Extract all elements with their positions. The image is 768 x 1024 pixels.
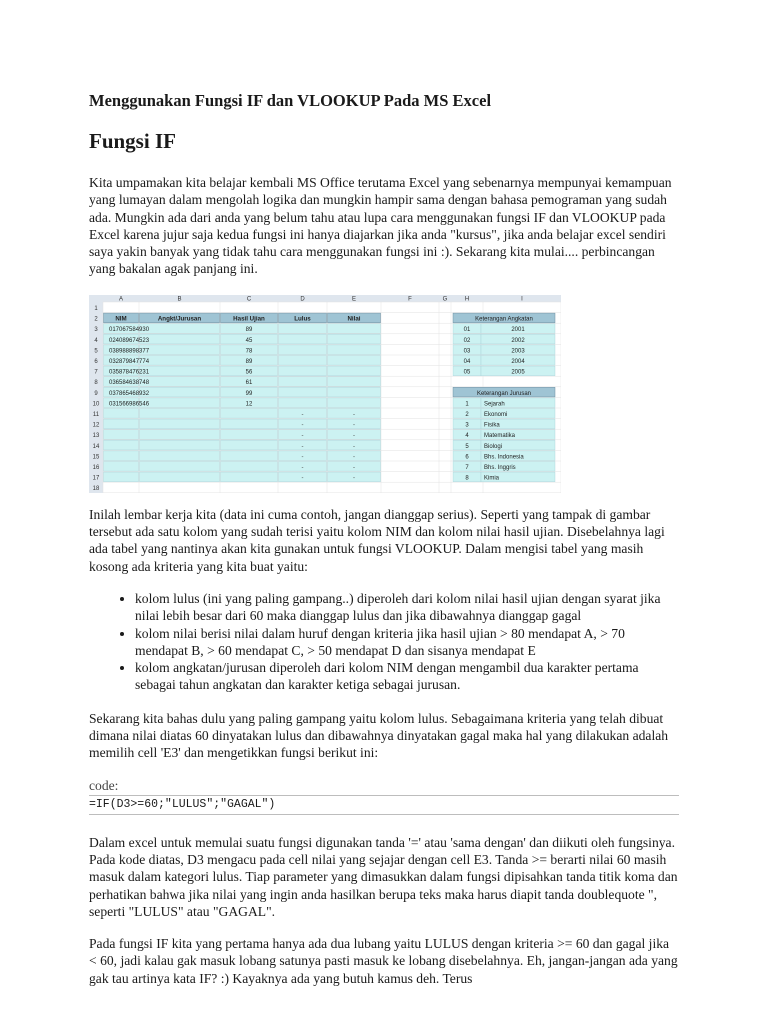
score-value: 99 xyxy=(245,390,253,397)
column-letter: D xyxy=(300,296,305,303)
table-cell xyxy=(140,345,220,355)
angkatan-code: 02 xyxy=(463,337,471,344)
table-cell xyxy=(221,419,278,429)
table-cell xyxy=(328,323,381,333)
column-letter: E xyxy=(351,296,357,303)
jurusan-code: 1 xyxy=(465,401,469,408)
table-cell xyxy=(140,429,220,439)
jurusan-name: Fisika xyxy=(484,422,500,429)
row-number: 2 xyxy=(94,316,98,323)
table-cell xyxy=(104,461,139,471)
table-cell xyxy=(279,398,327,408)
lulus-paragraph: Sekarang kita bahas dulu yang paling gampang yaitu kolom lulus. Sebagaimana kriteria yang telah dibuat dimana nilai diatas 60 dinyatakan lulus dan dibawahnya dinyatakan gagal maka hal yang dilakukan adalah memilih cell 'E3' dan mengetikkan fungsi berikut ini: xyxy=(89,710,669,761)
jurusan-code: 3 xyxy=(465,422,469,429)
row-number: 10 xyxy=(92,401,100,408)
table-cell xyxy=(140,366,220,376)
table-header-label: Nilai xyxy=(347,315,361,323)
table-cell xyxy=(104,408,139,418)
table-cell xyxy=(279,366,327,376)
nim-value: 037865468932 xyxy=(109,390,150,397)
list-item: • kolom angkatan/jurusan diperoleh dari kolom NIM dengan mengambil dua karakter pertama sebagai tahun angkatan dan karakter ketiga sebagai jurusan. xyxy=(135,659,679,694)
row-number: 4 xyxy=(94,337,98,344)
table-cell xyxy=(140,440,220,450)
row-number: 12 xyxy=(92,422,100,429)
score-value: 89 xyxy=(245,326,253,333)
angkatan-year: 2005 xyxy=(511,369,525,376)
jurusan-name: Biologi xyxy=(484,443,503,450)
table-cell xyxy=(328,376,381,386)
table-cell xyxy=(104,440,139,450)
row-number: 3 xyxy=(94,326,98,333)
empty-mark: - xyxy=(301,432,304,439)
table-cell xyxy=(328,387,381,397)
score-value: 56 xyxy=(245,369,253,376)
table-cell xyxy=(221,451,278,461)
table-header-label: NIM xyxy=(115,315,127,323)
empty-mark: - xyxy=(301,411,304,418)
table-cell xyxy=(279,387,327,397)
table-cell xyxy=(140,355,220,365)
table-cell xyxy=(279,376,327,386)
table-cell xyxy=(140,334,220,344)
row-number: 15 xyxy=(92,454,100,461)
jurusan-name: Ekonomi xyxy=(484,411,508,418)
explanation-paragraph: Dalam excel untuk memulai suatu fungsi digunakan tanda '=' atau 'sama dengan' dan diikuti oleh fungsinya. Pada kode diatas, D3 mengacu pada cell nilai yang sejajar dengan cell E3. Tanda >= berarti nilai 60 masih masuk dalam kategori lulus. Tiap parameter yang dimasukkan dalam fungsi dipisahkan tanda titik koma dan perhatikan bahwa jika nilai yang ingin anda hasilkan berupa teks maka harus diapit tanda doublequote ", seperti "LULUS" atau "GAGAL". xyxy=(89,834,678,919)
jurusan-name: Kimia xyxy=(484,475,500,482)
empty-mark: - xyxy=(353,464,355,471)
code-divider xyxy=(89,814,679,815)
angkatan-year: 2001 xyxy=(511,326,525,333)
row-number: 6 xyxy=(94,358,98,365)
code-label: code: xyxy=(89,777,119,793)
column-letter: I xyxy=(521,296,523,303)
lookup-title: Keterangan Jurusan xyxy=(476,390,532,397)
table-cell xyxy=(328,366,381,376)
nim-value: 036584638748 xyxy=(109,379,150,386)
row-number: 7 xyxy=(94,369,98,376)
table-cell xyxy=(104,451,139,461)
intro-paragraph: Kita umpamakan kita belajar kembali MS Office terutama Excel yang sebenarnya mempunyai kemampuan yang lumayan dalam mengolah logika dan mungkin hampir sama dengan bahasa pemograman yang sudah ada. Mungkin ada dari anda yang belum tahu atau lupa cara menggunakan fungsi IF dan VLOOKUP pada Excel karena jujur saja kedua fungsi ini hanya diajarkan jika anda "kursus", jika anda belajar excel sendiri saya yakin banyak yang tidak tahu cara menggunakan fungsi ini :). Sekarang kita mulai.... perbincangan yang bakalan agak panjang ini. xyxy=(89,175,672,277)
row-number: 9 xyxy=(94,390,98,397)
jurusan-name: Matematika xyxy=(484,432,516,439)
nim-value: 035878476231 xyxy=(109,369,150,376)
table-cell xyxy=(104,419,139,429)
angkatan-code: 01 xyxy=(463,326,471,333)
table-cell xyxy=(140,408,220,418)
nim-value: 031566986546 xyxy=(109,401,150,408)
document-page xyxy=(89,90,679,987)
score-value: 61 xyxy=(245,379,253,386)
empty-mark: - xyxy=(353,454,355,461)
document-title: Menggunakan Fungsi IF dan VLOOKUP Pada MS Excel xyxy=(89,91,492,110)
closing-paragraph: Pada fungsi IF kita yang pertama hanya ada dua lubang yaitu LULUS dengan kriteria >= 60 dan gagal jika < 60, jadi kalau gak masuk lobang satunya pasti masuk ke lobang disebelahnya. Eh, jangan-jangan ada yang gak tau artinya kata IF? :) Kayaknya ada yang butuh kamus deh. Terus xyxy=(89,936,678,986)
table-header-label: Lulus xyxy=(294,315,311,323)
jurusan-code: 8 xyxy=(465,475,469,482)
spreadsheet-image xyxy=(89,295,561,493)
score-value: 78 xyxy=(245,348,253,355)
list-item: • kolom nilai berisi nilai dalam huruf dengan kriteria jika hasil ujian > 80 mendapat A, > 70 mendapat B, > 60 mendapat C, > 50 mendapat D dan sisanya mendapat E xyxy=(135,625,679,660)
row-number: 16 xyxy=(92,464,100,471)
column-letter: F xyxy=(408,296,412,303)
score-value: 45 xyxy=(245,337,253,344)
row-number: 5 xyxy=(94,348,98,355)
table-header-label: Hasil Ujian xyxy=(233,315,265,323)
row-number: 17 xyxy=(92,475,100,482)
lookup-title: Keterangan Angkatan xyxy=(475,316,533,323)
code-block: =IF(D3>=60;"LULUS";"GAGAL") xyxy=(89,797,276,811)
jurusan-name: Bhs. Indonesia xyxy=(484,454,524,461)
table-cell xyxy=(328,398,381,408)
table-cell xyxy=(279,323,327,333)
table-cell xyxy=(140,398,220,408)
table-cell xyxy=(279,355,327,365)
angkatan-year: 2003 xyxy=(511,348,525,355)
table-cell xyxy=(279,345,327,355)
empty-mark: - xyxy=(301,464,304,471)
angkatan-year: 2004 xyxy=(511,358,525,365)
worksheet-paragraph: Inilah lembar kerja kita (data ini cuma contoh, jangan dianggap serius). Seperti yang tampak di gambar tersebut ada satu kolom yang sudah terisi yaitu kolom NIM dan kolom nilai hasil ujian. Disebelahnya lagi ada tabel yang nantinya akan kita gunakan untuk fungsi VLOOKUP. Dalam mengisi tabel yang masih kosong ada kriteria yang kita buat yaitu: xyxy=(89,506,665,574)
row-number: 11 xyxy=(92,411,100,418)
table-cell xyxy=(328,345,381,355)
row-number: 8 xyxy=(94,379,98,386)
nim-value: 024089674523 xyxy=(109,337,150,344)
jurusan-code: 7 xyxy=(465,464,469,471)
table-cell xyxy=(221,408,278,418)
table-cell xyxy=(140,323,220,333)
row-number: 14 xyxy=(92,443,100,450)
table-cell xyxy=(221,429,278,439)
empty-mark: - xyxy=(353,432,355,439)
empty-mark: - xyxy=(301,475,304,482)
table-cell xyxy=(279,334,327,344)
table-cell xyxy=(104,429,139,439)
table-cell xyxy=(140,387,220,397)
table-header-label: Angkt/Jurusan xyxy=(157,315,202,323)
empty-mark: - xyxy=(353,443,355,450)
criteria-list xyxy=(89,590,679,694)
list-item: • kolom lulus (ini yang paling gampang..) diperoleh dari kolom nilai hasil ujian dengan syarat jika nilai lebih besar dari 60 maka dianggap lulus dan jika dibawahnya dianggap gagal xyxy=(135,590,679,625)
score-value: 89 xyxy=(245,358,253,365)
empty-mark: - xyxy=(353,422,355,429)
empty-mark: - xyxy=(353,475,355,482)
table-cell xyxy=(104,472,139,482)
angkatan-code: 05 xyxy=(463,369,471,376)
table-cell xyxy=(328,355,381,365)
table-cell xyxy=(140,461,220,471)
jurusan-code: 2 xyxy=(465,411,469,418)
empty-mark: - xyxy=(301,422,304,429)
table-cell xyxy=(221,440,278,450)
column-letter: B xyxy=(177,296,182,303)
table-cell xyxy=(328,334,381,344)
table-cell xyxy=(140,472,220,482)
column-letter: A xyxy=(118,296,124,303)
table-cell xyxy=(221,472,278,482)
column-header-strip xyxy=(89,295,561,302)
table-cell xyxy=(140,419,220,429)
nim-value: 017067584930 xyxy=(109,326,150,333)
row-number: 18 xyxy=(92,485,100,492)
code-divider xyxy=(89,795,679,796)
jurusan-name: Sejarah xyxy=(484,401,505,408)
table-cell xyxy=(140,451,220,461)
jurusan-name: Bhs. Inggris xyxy=(484,464,516,471)
section-heading: Fungsi IF xyxy=(89,129,176,153)
table-cell xyxy=(140,376,220,386)
angkatan-code: 03 xyxy=(463,348,471,355)
empty-mark: - xyxy=(353,411,355,418)
jurusan-code: 6 xyxy=(465,454,469,461)
row-number: 1 xyxy=(94,305,98,312)
nim-value: 038988898377 xyxy=(109,348,150,355)
empty-mark: - xyxy=(301,454,304,461)
score-value: 12 xyxy=(245,401,253,408)
angkatan-code: 04 xyxy=(463,358,471,365)
nim-value: 032879847774 xyxy=(109,358,150,365)
jurusan-code: 5 xyxy=(465,443,469,450)
column-letter: G xyxy=(442,296,448,303)
jurusan-code: 4 xyxy=(465,432,469,439)
table-cell xyxy=(221,461,278,471)
row-number: 13 xyxy=(92,432,100,439)
angkatan-year: 2002 xyxy=(511,337,525,344)
column-letter: H xyxy=(464,296,470,303)
empty-mark: - xyxy=(301,443,304,450)
column-letter: C xyxy=(246,296,252,303)
